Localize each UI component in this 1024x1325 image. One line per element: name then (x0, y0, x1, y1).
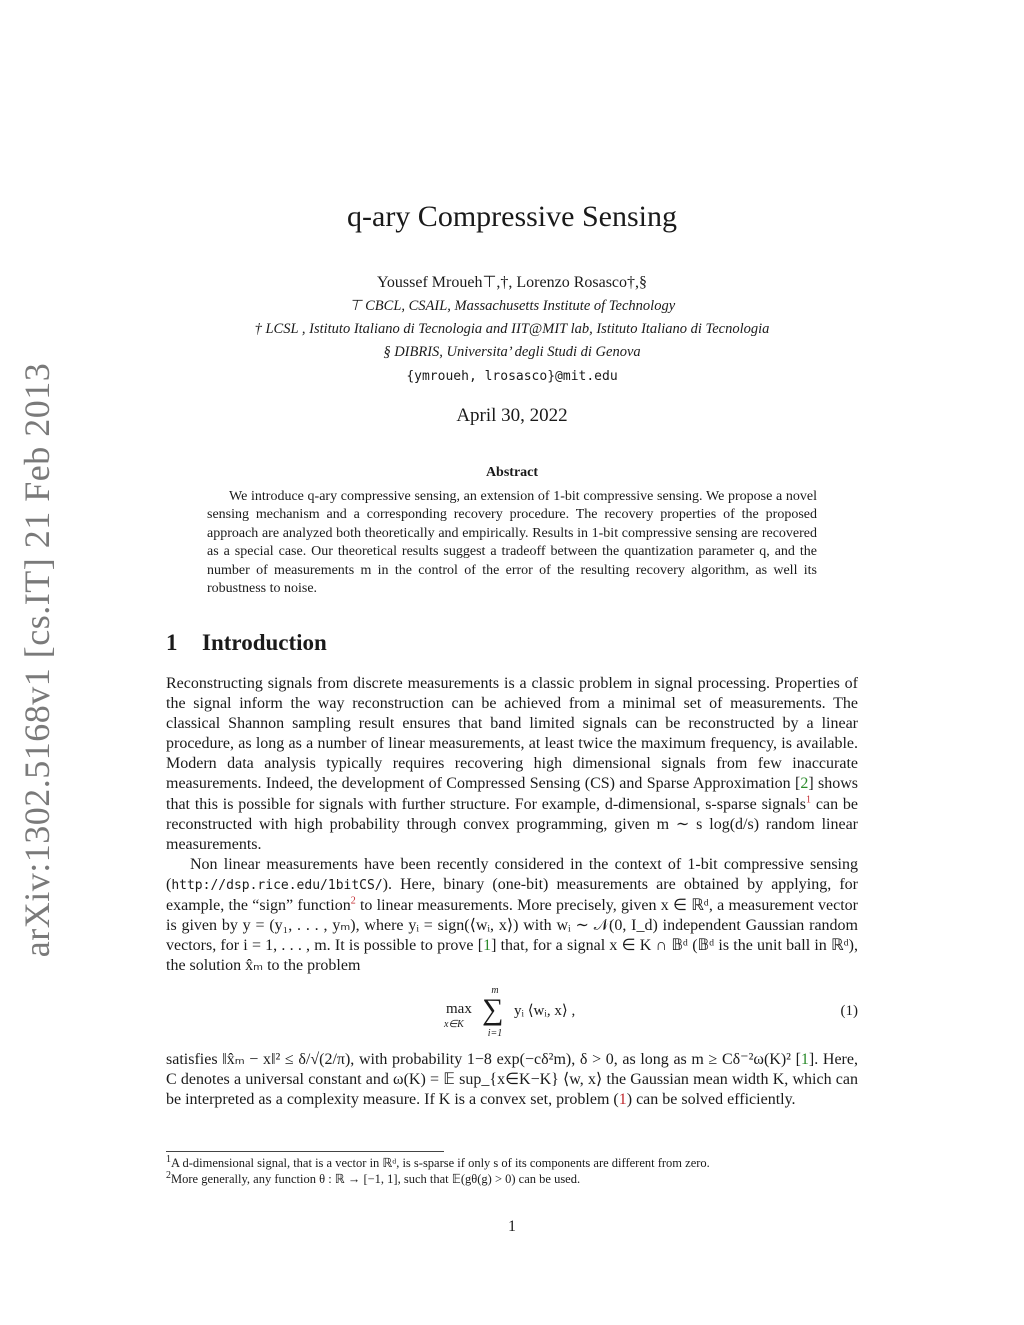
equation-ref-link[interactable]: 1 (618, 1091, 627, 1109)
section-number: 1 (166, 630, 178, 655)
sigma-symbol: ∑ (482, 993, 504, 1026)
affiliation-3: § DIBRIS, Universita’ degli Studi di Genova (383, 344, 641, 360)
arxiv-id: arXiv:1302.5168v1 [cs.IT] 21 Feb 2013 (17, 362, 57, 958)
affiliation-2: † LCSL , Istituto Italiano di Tecnologia and IIT@MIT lab, Istituto Italiano di Tecnologia (254, 321, 770, 337)
equation-max-subscript: x∈K (444, 1019, 464, 1030)
abstract-heading: Abstract (485, 465, 539, 480)
affiliation-1: ⊤ CBCL, CSAIL, Massachusetts Institute of Technology (348, 298, 676, 314)
footnote-mark: 2 (166, 1169, 171, 1181)
abstract-paragraph: We introduce q-ary compressive sensing, an extension of 1-bit compressive sensing. We propose a novel sensing mechanism and a corresponding recovery procedure. The recovery properties of the proposed approach are analyzed both theoretically and empirically. Results in 1-bit compressive sensing are recovered as a special case. Our theoretical results suggest a tradeoff between the quantization parameter q, and the number of measurements m in the control of the error of the resulting recovery algorithm, as well its robustness to noise. (207, 489, 817, 597)
section-heading (166, 630, 327, 656)
intro-paragraph-1: Reconstructing signals from discrete measurements is a classic problem in signal processing. Properties of the signal inform the way reconstruction can be achieved from a minimal set of measurements. The classical Shannon sampling result ensures that band limited signals can be reconstructed by a linear procedure, as long as a number of linear measurements, at least twice the maximum frequency, is available. Modern data analysis typically requires recovering high dimensional signals from few inaccurate measurements. Indeed, the development of Compressed Sensing (CS) and Sparse Approximation [2] shows that this is possible for signals with further structure. For example, d-dimensional, s-sparse signals$^1$ can be reconstructed with high probability through convex programming, given m ∼ s log(d/s) random linear measurements. (166, 675, 858, 853)
citation-link[interactable]: 2 (800, 775, 809, 793)
citation-link[interactable]: 1 (800, 1051, 809, 1068)
url-link[interactable]: http://dsp.rice.edu/1bitCS/ (171, 877, 383, 893)
section-title: Introduction (202, 630, 327, 655)
footnote-text: More generally, any function θ : ℝ → [−1, 1], such that 𝔼(gθ(g) > 0) can be used. (171, 1172, 581, 1186)
intro-paragraph-2: Non linear measurements have been recently considered in the context of 1-bit compressive sensing (http://dsp.rice.edu/1bitCS/). Here, binary (one-bit) measurements are obtained by applying, for example, the “sign” function$^2$ to linear measurements. More precisely, given x ∈ ℝᵈ, a measurement vector is given by y = (y₁, . . . , yₘ), where yᵢ = sign(⟨wᵢ, x⟩) with wᵢ ∼ 𝒩(0, I_d) independent Gaussian random vectors, for i = 1, . . . , m. It is possible to prove [1] that, for a signal x ∈ K ∩ 𝔹ᵈ (𝔹ᵈ is the unit ball in ℝᵈ), the solution x̂ₘ to the problem (166, 855, 859, 975)
equation-1 (166, 985, 858, 1041)
footnote-link[interactable]: 2 (350, 895, 356, 907)
intro-body (166, 674, 858, 976)
footnote-2 (166, 1171, 858, 1187)
equation-expression (446, 985, 646, 1041)
intro-body-continued (166, 1050, 858, 1110)
author-email: {ymroueh, lrosasco}@mit.edu (406, 369, 618, 384)
footnote-1 (166, 1155, 858, 1171)
footnote-text: A d-dimensional signal, that is a vector in ℝᵈ, is s-sparse if only s of its components are different from zero. (171, 1156, 710, 1170)
equation-body: yᵢ ⟨wᵢ, x⟩ , (514, 1003, 576, 1019)
abstract-text (207, 488, 817, 598)
author-list: Youssef Mroueh⊤,†, Lorenzo Rosasco†,§ (376, 274, 648, 291)
citation-link[interactable]: 1 (483, 937, 492, 955)
footnote-link[interactable]: 1 (806, 794, 812, 806)
arxiv-sidebar-stamp (12, 362, 62, 958)
paper-title: q-ary Compressive Sensing (347, 200, 677, 233)
footnote-rule (166, 1151, 444, 1152)
paper-date: April 30, 2022 (456, 405, 568, 426)
equation-sum-top: m (491, 985, 499, 996)
equation-sum-bottom: i=1 (487, 1028, 503, 1039)
intro-paragraph-3: satisfies ‖x̂ₘ − x‖² ≤ δ/√(2/π), with probability 1−8 exp(−cδ²m), δ > 0, as long as m ≥ Cδ⁻²ω(K)² [1]. Here, C denotes a universal constant and ω(K) = 𝔼 sup_{x∈K−K} ⟨w, x⟩ the Gaussian mean width K, which can be interpreted as a complexity measure. If K is a convex set, problem (1) can be solved efficiently. (166, 1051, 858, 1109)
page-number: 1 (508, 1218, 516, 1235)
footnote-mark: 1 (166, 1153, 171, 1165)
equation-number: (1) (840, 1003, 858, 1019)
equation-max: max (446, 1001, 472, 1017)
